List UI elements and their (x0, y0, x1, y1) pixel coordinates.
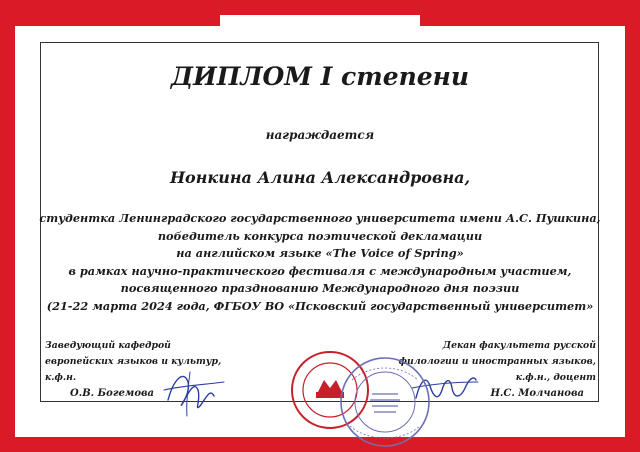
university-seal (290, 340, 440, 452)
diploma-body (30, 210, 610, 316)
body-line: (21-22 марта 2024 года, ФГБОУ ВО «Псковский государственный университет» (46, 298, 594, 313)
left-signatory-title: к.ф.н. (45, 372, 77, 383)
body-line: в рамках научно-практического фестиваля с международным участием, (68, 263, 572, 278)
right-signatory-title: Декан факультета русской (442, 340, 596, 351)
diploma-title: ДИПЛОМ I степени (170, 62, 470, 91)
left-signature-scribble (160, 360, 230, 420)
left-signatory-title: европейских языков и культур, (45, 356, 222, 367)
body-line: на английском языке «The Voice of Spring» (176, 246, 464, 261)
awarded-label: награждается (265, 128, 375, 142)
left-signatory-title: Заведующий кафедрой (45, 340, 171, 351)
recipient-name: Нонкина Алина Александровна, (169, 168, 471, 187)
top-red-bar-right (420, 14, 640, 26)
top-red-bar-left (0, 14, 220, 26)
body-line: посвященного празднованию Международного дня поэзии (120, 281, 520, 296)
right-signatory-title: филологии и иностранных языков, (398, 356, 596, 367)
body-line: победитель конкурса поэтической декламации (157, 228, 483, 243)
right-signatory-name: Н.С. Молчанова (490, 388, 584, 399)
body-line: студентка Ленинградского государственного университета имени А.С. Пушкина, (39, 211, 601, 225)
right-signatory-title: к.ф.н., доцент (515, 372, 596, 383)
left-signatory-name: О.В. Богемова (70, 388, 155, 399)
